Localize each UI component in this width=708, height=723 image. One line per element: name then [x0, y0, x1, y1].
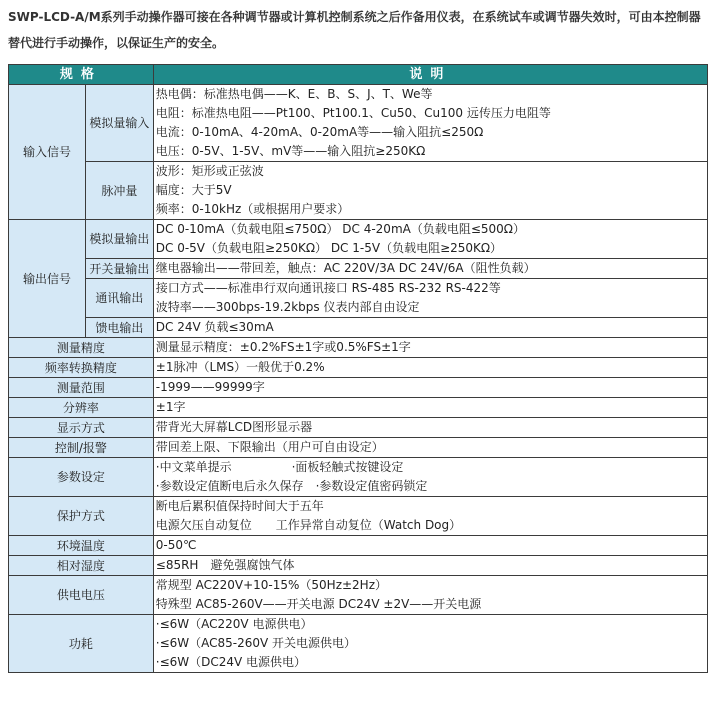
value-line: DC 0-10mA（负载电阻≤750Ω） DC 4-20mA（负载电阻≤500Ω） — [155, 222, 525, 236]
table-row — [9, 576, 708, 615]
value-line: DC 0-5V（负载电阻≥250KΩ） DC 1-5V（负载电阻≥250KΩ） — [155, 241, 503, 255]
value-cell — [153, 438, 707, 458]
table-row — [9, 279, 708, 318]
row-label-cell: 保护方式 — [9, 497, 154, 536]
value-line: 频率：0-10kHz（或根据用户要求） — [155, 202, 350, 216]
category-cell: 输出信号 — [9, 220, 86, 338]
subcategory-cell: 脉冲量 — [86, 162, 154, 220]
table-row — [9, 536, 708, 556]
subcategory-cell: 通讯输出 — [86, 279, 154, 318]
value-cell — [153, 398, 707, 418]
value-cell — [153, 497, 707, 536]
table-row — [9, 318, 708, 338]
value-line: ±1脉冲（LMS）一般优于0.2% — [155, 360, 325, 374]
value-line: 电压：0-5V、1-5V、mV等——输入阻抗≥250KΩ — [155, 144, 426, 158]
value-line: DC 24V 负载≤30mA — [155, 320, 274, 334]
value-line: ±1字 — [155, 400, 186, 414]
table-row — [9, 358, 708, 378]
row-label-cell: 供电电压 — [9, 576, 154, 615]
subcategory-cell: 馈电输出 — [86, 318, 154, 338]
value-cell — [153, 418, 707, 438]
table-row — [9, 398, 708, 418]
value-cell — [153, 162, 707, 220]
intro-paragraph: SWP-LCD-A/M系列手动操作器可接在各种调节器或计算机控制系统之后作备用仪表，在系统试车或调节器失效时，可由本控制器替代进行手动操作，以保证生产的安全。 — [8, 10, 701, 50]
value-line: 常规型 AC220V+10-15%（50Hz±2Hz） — [155, 578, 388, 592]
header-desc: 说明 — [153, 65, 707, 85]
value-line: ·≤6W（DC24V 电源供电） — [155, 655, 307, 669]
value-line: 继电器输出——带回差，触点：AC 220V/3A DC 24V/6A（阻性负载） — [155, 261, 536, 275]
table-header-row — [9, 65, 708, 85]
value-cell — [153, 259, 707, 279]
value-cell — [153, 556, 707, 576]
subcategory-cell: 开关量输出 — [86, 259, 154, 279]
value-cell — [153, 458, 707, 497]
table-row — [9, 458, 708, 497]
category-cell: 输入信号 — [9, 85, 86, 220]
value-line: 特殊型 AC85-260V——开关电源 DC24V ±2V——开关电源 — [155, 597, 482, 611]
value-line: 幅度：大于5V — [155, 183, 232, 197]
value-line: 断电后累积值保持时间大于五年 — [155, 499, 324, 513]
table-row — [9, 338, 708, 358]
value-cell — [153, 220, 707, 259]
value-cell — [153, 358, 707, 378]
value-line: 电阻：标准热电阻——Pt100、Pt100.1、Cu50、Cu100 远传压力电阻等 — [155, 106, 551, 120]
value-line: 带背光大屏幕LCD图形显示器 — [155, 420, 313, 434]
row-label-cell: 分辨率 — [9, 398, 154, 418]
table-row — [9, 162, 708, 220]
value-cell — [153, 279, 707, 318]
value-line: ·≤6W（AC220V 电源供电） — [155, 617, 313, 631]
value-line: ·≤6W（AC85-260V 开关电源供电） — [155, 636, 357, 650]
table-row — [9, 259, 708, 279]
value-line: 电流：0-10mA、4-20mA、0-20mA等——输入阻抗≤250Ω — [155, 125, 484, 139]
value-line: -1999——99999字 — [155, 380, 265, 394]
row-label-cell: 相对湿度 — [9, 556, 154, 576]
value-line: 带回差上限、下限输出（用户可自由设定） — [155, 440, 384, 454]
header-spec: 规格 — [9, 65, 154, 85]
row-label-cell: 参数设定 — [9, 458, 154, 497]
value-cell — [153, 536, 707, 556]
subcategory-cell: 模拟量输入 — [86, 85, 154, 162]
value-cell — [153, 338, 707, 358]
table-row — [9, 438, 708, 458]
row-label-cell: 环境温度 — [9, 536, 154, 556]
row-label-cell: 测量范围 — [9, 378, 154, 398]
value-cell — [153, 318, 707, 338]
value-line: 波形：矩形或正弦波 — [155, 164, 264, 178]
row-label-cell: 功耗 — [9, 615, 154, 673]
table-row — [9, 378, 708, 398]
value-line: 测量显示精度：±0.2%FS±1字或0.5%FS±1字 — [155, 340, 411, 354]
value-cell — [153, 85, 707, 162]
subcategory-cell: 模拟量输出 — [86, 220, 154, 259]
value-cell — [153, 576, 707, 615]
table-row — [9, 497, 708, 536]
row-label-cell: 显示方式 — [9, 418, 154, 438]
spec-table — [8, 64, 708, 673]
value-line: 接口方式——标准串行双向通讯接口 RS-485 RS-232 RS-422等 — [155, 281, 501, 295]
row-label-cell: 测量精度 — [9, 338, 154, 358]
table-row — [9, 615, 708, 673]
table-row — [9, 85, 708, 162]
value-line: ≤85RH 避免强腐蚀气体 — [155, 558, 295, 572]
table-row — [9, 556, 708, 576]
value-line: ·中文菜单提示 ·面板轻触式按键设定 — [155, 460, 404, 474]
value-line: 热电偶：标准热电偶——K、E、B、S、J、T、We等 — [155, 87, 433, 101]
value-line: ·参数设定值断电后永久保存 ·参数设定值密码锁定 — [155, 479, 428, 493]
value-line: 波特率——300bps-19.2kbps 仪表内部自由设定 — [155, 300, 420, 314]
value-line: 电源欠压自动复位 工作异常自动复位（Watch Dog） — [155, 518, 462, 532]
value-line: 0-50℃ — [155, 538, 197, 552]
row-label-cell: 控制/报警 — [9, 438, 154, 458]
value-cell — [153, 378, 707, 398]
table-row — [9, 220, 708, 259]
row-label-cell: 频率转换精度 — [9, 358, 154, 378]
table-row — [9, 418, 708, 438]
value-cell — [153, 615, 707, 673]
